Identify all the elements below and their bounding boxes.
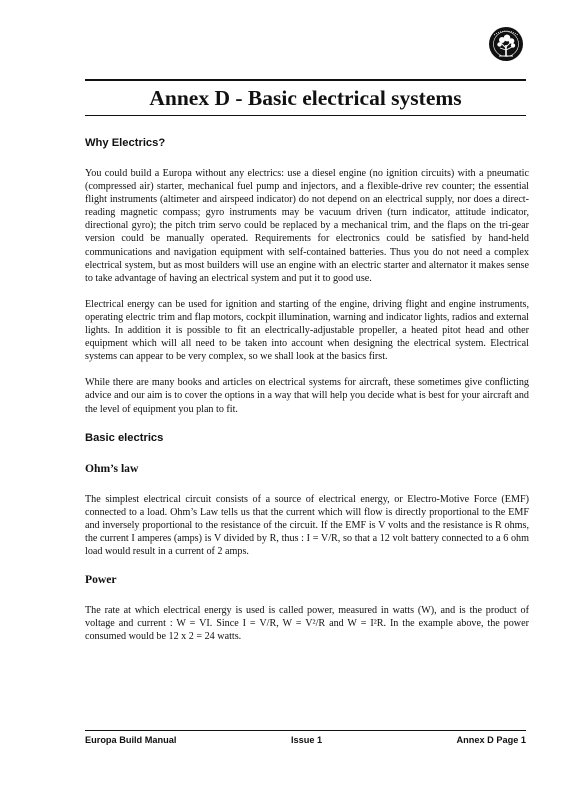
footer-manual-name: Europa Build Manual xyxy=(85,735,177,745)
paragraph: While there are many books and articles on electrical systems for aircraft, these sometimes give conflicting advice and our aim is to cover the options in a way that will help you decide what is best for your aircraft and the level of equipment you plan to fit. xyxy=(85,377,529,415)
paragraph: You could build a Europa without any electrics: use a diesel engine (no ignition circuits) with a pneumatic (compressed air) starter, mechanical fuel pump and injectors, and a flexible-drive rev counter; the essential flight instruments (altimeter and airspeed indicator) do not depend on an electrical supply, nor does a direct-reading magnetic compass; gyro instruments may be vacuum driven (turn indicator, attitude indicator, directional gyro); the pitch trim servo could be replaced by a mechanical trim, and the flaps on the tri-gear version could be manually operated. Requirements for electronics could be satisfied by hand-held communications and navigation equipment with self-contained batteries. Thus you do not need a complex electrical system, but as most builders will use an engine with an electric starter and alternator it makes sense to take advantage of having an electrical system and put it to good use. xyxy=(85,168,529,284)
section-heading-basic-electrics: Basic electrics xyxy=(85,431,164,444)
body-content xyxy=(85,136,529,643)
footer-page-number: Annex D Page 1 xyxy=(456,735,526,745)
subsection-heading-ohms-law: Ohm’s law xyxy=(85,461,139,475)
page-footer xyxy=(85,733,526,747)
title-rule-top xyxy=(85,79,526,81)
paragraph: The rate at which electrical energy is used is called power, measured in watts (W), and is the product of voltage and current : W = VI. Since I = V/R, W = V²/R and W = I²R. In the example above, the power consumed would be 12 x 2 = 24 watts. xyxy=(85,605,529,643)
page-title: Annex D - Basic electrical systems xyxy=(149,86,462,110)
globe-tree-emblem-icon xyxy=(488,26,524,62)
footer-rule xyxy=(85,730,526,731)
paragraph: The simplest electrical circuit consists of a source of electrical energy, or Electro-Motive Force (EMF) connected to a load. Ohm’s Law tells us that the current which will flow is directly proportional to the EMF and inversely proportional to the resistance of the circuit. If the EMF is V volts and the resistance is R ohms, the current I amperes (amps) is V divided by R, thus : I = V/R, so that a 12 volt battery connected to a 6 ohm load would result in a current of 2 amps. xyxy=(85,493,529,557)
paragraph: Electrical energy can be used for ignition and starting of the engine, driving flight and engine instruments, operating electric trim and flap motors, cockpit illumination, warning and indicator lights, radios and external lights. In addition it is possible to fit an electrically-adjustable propeller, a heated pitot head and other equipment which will all need to be taken into account when designing the electrical system. Electrical systems can appear to be very complex, so we shall look at the basics first. xyxy=(85,298,529,363)
title-rule-bottom xyxy=(85,115,526,116)
section-heading-why-electrics: Why Electrics? xyxy=(85,137,166,149)
footer-issue: Issue 1 xyxy=(291,735,323,745)
subsection-heading-power: Power xyxy=(85,573,117,587)
